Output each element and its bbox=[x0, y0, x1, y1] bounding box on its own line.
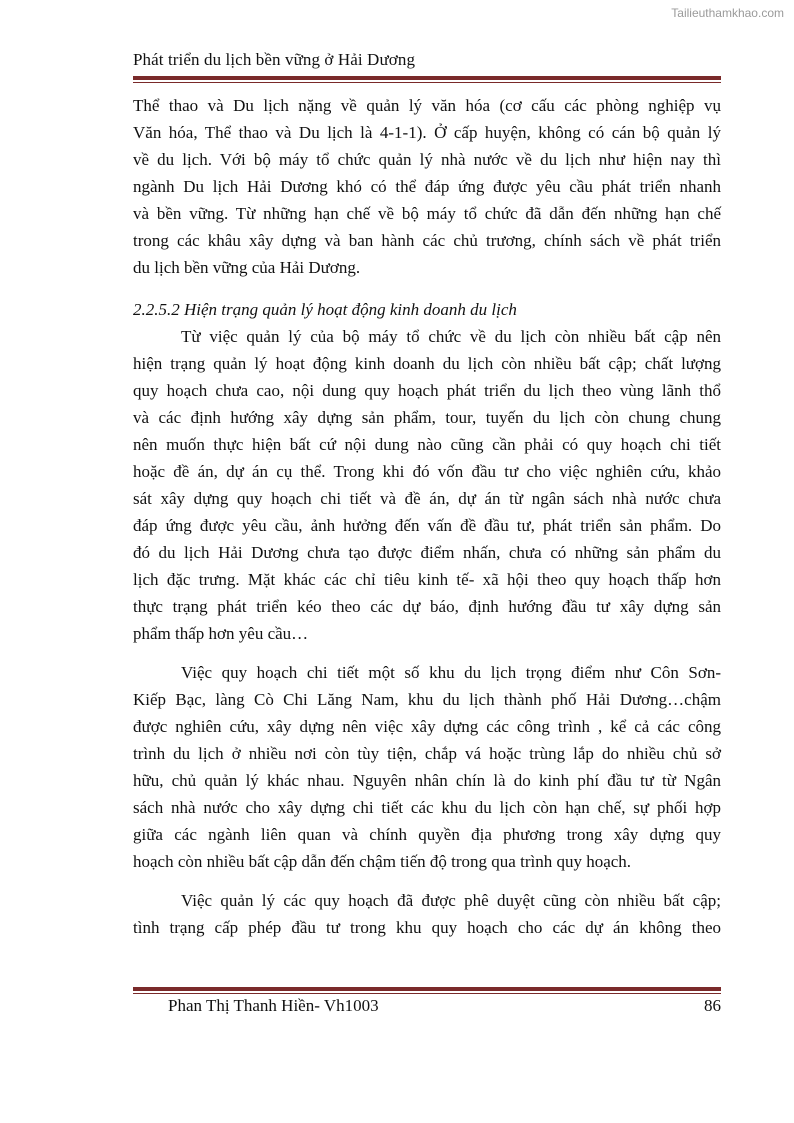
text-line: hiện trạng quản lý hoạt động kinh doanh du lịch còn nhiều bất cập; chất lượng bbox=[133, 354, 721, 373]
text-line: tình trạng cấp phép đầu tư trong khu quy hoạch cho các dự án không theo bbox=[133, 918, 721, 937]
section-heading: 2.2.5.2 Hiện trạng quản lý hoạt động kinh doanh du lịch bbox=[133, 300, 517, 319]
text-line: hữu, chủ quản lý khác nhau. Nguyên nhân chín là do kinh phí đầu tư từ Ngân bbox=[133, 771, 721, 790]
document-body bbox=[133, 92, 721, 941]
paragraph-1 bbox=[133, 92, 721, 281]
text-line: đó du lịch Hải Dương chưa tạo được điểm nhấn, chưa có những sản phẩm du bbox=[133, 543, 721, 562]
text-line: và các định hướng xây dựng sản phẩm, tour, tuyến du lịch còn chung chung bbox=[133, 408, 721, 427]
text-line: hoặc đề án, dự án cụ thể. Trong khi đó vốn đầu tư cho việc nghiên cứu, khảo bbox=[133, 462, 721, 481]
text-line: Việc quy hoạch chi tiết một số khu du lịch trọng điểm như Côn Sơn- bbox=[181, 663, 721, 682]
text-line: sát xây dựng quy hoạch chi tiết và đề án, dự án từ ngân sách nhà nước chưa bbox=[133, 489, 721, 508]
page-header-title: Phát triển du lịch bền vững ở Hải Dương bbox=[133, 50, 416, 69]
text-line: du lịch bền vững của Hải Dương. bbox=[133, 258, 361, 277]
text-line: phẩm thấp hơn yêu cầu… bbox=[133, 624, 309, 643]
text-line: và bền vững. Từ những hạn chế về bộ máy tổ chức đã dẫn đến những hạn chế bbox=[133, 204, 721, 223]
text-line: Văn hóa, Thể thao và Du lịch là 4-1-1). Ở cấp huyện, không có cán bộ quản lý bbox=[133, 123, 721, 142]
text-line: Thể thao và Du lịch nặng về quản lý văn hóa (cơ cấu các phòng nghiệp vụ bbox=[133, 96, 721, 115]
page-number: 86 bbox=[704, 996, 721, 1015]
text-line: Từ việc quản lý của bộ máy tổ chức về du lịch còn nhiều bất cập nên bbox=[181, 327, 721, 346]
paragraph-3 bbox=[133, 659, 721, 875]
text-line: hoạch còn nhiều bất cập dẫn đến chậm tiến độ trong qua trình quy hoạch. bbox=[133, 852, 632, 871]
footer-author: Phan Thị Thanh Hiền- Vh1003 bbox=[168, 996, 379, 1015]
text-line: về du lịch. Với bộ máy tổ chức quản lý nhà nước về du lịch như hiện nay thì bbox=[133, 150, 721, 169]
text-line: lịch đặc trưng. Mặt khác các chỉ tiêu kinh tế- xã hội theo quy hoạch thấp hơn bbox=[133, 570, 721, 589]
paragraph-4 bbox=[133, 887, 721, 941]
watermark-text: Tailieuthamkhao.com bbox=[671, 6, 784, 20]
text-line: Việc quản lý các quy hoạch đã được phê duyệt cũng còn nhiều bất cập; bbox=[181, 891, 721, 910]
text-line: ngành Du lịch Hải Dương khó có thể đáp ứng được yêu cầu phát triển nhanh bbox=[133, 177, 721, 196]
footer-rule bbox=[133, 987, 721, 994]
text-line: trong các khâu xây dựng và ban hành các chủ trương, chính sách về phát triển bbox=[133, 231, 721, 250]
text-line: quy hoạch chưa cao, nội dung quy hoạch phát triển du lịch theo vùng lãnh thổ bbox=[133, 381, 721, 400]
text-line: giữa các ngành liên quan và chính quyền địa phương trong xây dựng quy bbox=[133, 825, 721, 844]
text-line: sách nhà nước cho xây dựng chi tiết các khu du lịch còn hạn chế, sự phối hợp bbox=[133, 798, 721, 817]
text-line: được nghiên cứu, xây dựng nên việc xây dựng các công trình , kể cả các công bbox=[133, 717, 721, 736]
text-line: trình du lịch ở nhiều nơi còn tùy tiện, chắp vá hoặc trùng lắp do nhiều chủ sở bbox=[133, 744, 721, 763]
text-line: Kiếp Bạc, làng Cò Chi Lăng Nam, khu du lịch thành phố Hải Dương…chậm bbox=[133, 690, 721, 709]
text-line: đáp ứng được yêu cầu, ảnh hưởng đến vấn đề đầu tư, phát triển sản phẩm. Do bbox=[133, 516, 721, 535]
header-rule bbox=[133, 76, 721, 83]
paragraph-2 bbox=[133, 323, 721, 647]
text-line: thực trạng phát triển kéo theo các dự báo, định hướng đầu tư xây dựng sản bbox=[133, 597, 721, 616]
text-line: nên muốn thực hiện bất cứ nội dung nào cũng cần phải có quy hoạch chi tiết bbox=[133, 435, 721, 454]
